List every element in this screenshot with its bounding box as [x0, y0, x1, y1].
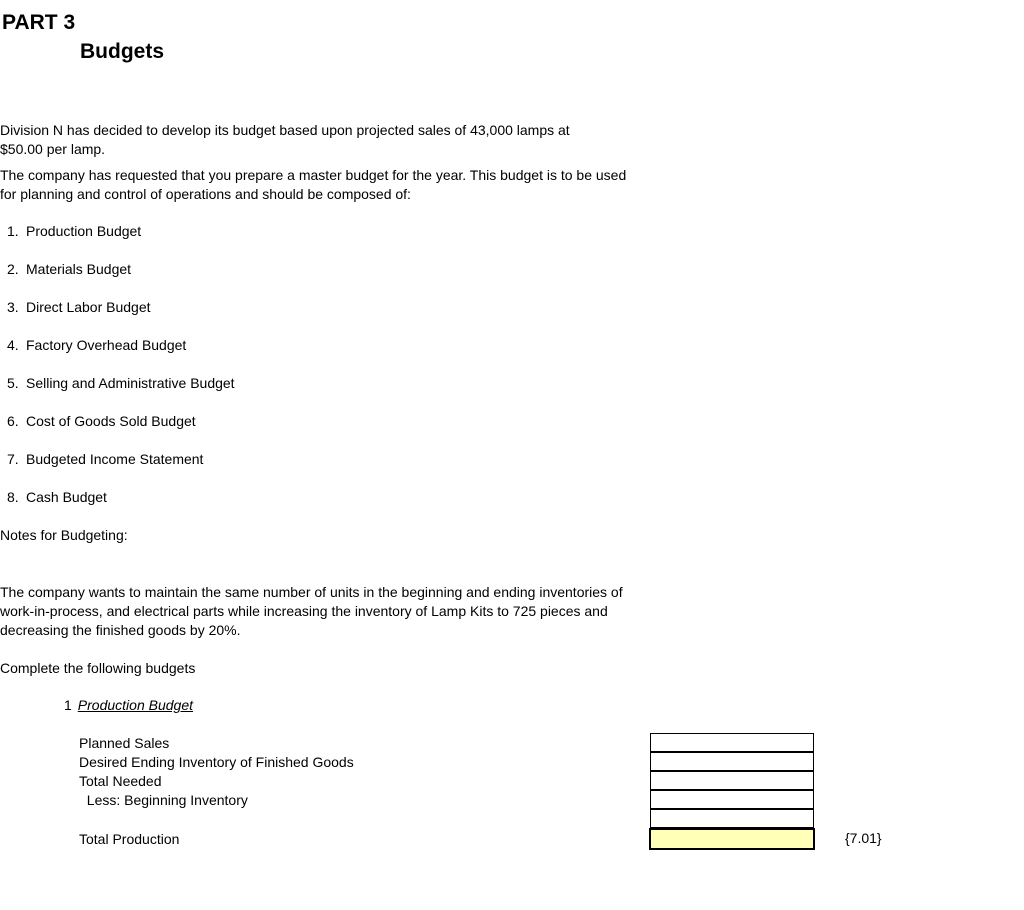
total-production-input[interactable] — [649, 828, 815, 850]
complete-instruction: Complete the following budgets — [0, 660, 196, 676]
notes-heading: Notes for Budgeting: — [0, 527, 128, 543]
notes-line-1: The company wants to maintain the same number of units in the beginning and ending inventories of — [0, 584, 623, 600]
list-item: 2. Materials Budget — [7, 261, 132, 277]
list-item: 6. Cost of Goods Sold Budget — [7, 413, 196, 429]
intro-line-2: $50.00 per lamp. — [0, 141, 106, 157]
production-budget-heading — [64, 697, 193, 713]
intro-line-4: for planning and control of operations and should be composed of: — [0, 186, 411, 202]
ending-inventory-label: Desired Ending Inventory of Finished Goods — [79, 754, 354, 770]
notes-line-3: decreasing the finished goods by 20%. — [0, 622, 241, 638]
planned-sales-label: Planned Sales — [79, 735, 170, 751]
intro-line-1: Division N has decided to develop its budget based upon projected sales of 43,000 lamps at — [0, 122, 570, 138]
list-item: 8. Cash Budget — [7, 489, 107, 505]
part-label: PART 3 — [2, 11, 76, 34]
notes-line-2: work-in-process, and electrical parts while increasing the inventory of Lamp Kits to 725 pieces and — [0, 603, 608, 619]
total-needed-label: Total Needed — [79, 773, 162, 789]
list-item: 4. Factory Overhead Budget — [7, 337, 187, 353]
blank-input[interactable] — [650, 809, 814, 828]
list-item: 3. Direct Labor Budget — [7, 299, 151, 315]
production-budget-title: Production Budget — [77, 697, 193, 713]
reference-code: {7.01} — [845, 830, 882, 846]
ending-inventory-input[interactable] — [650, 752, 814, 771]
less-beginning-inventory-label: Less: Beginning Inventory — [79, 792, 248, 808]
production-budget-number: 1 — [64, 697, 72, 713]
beginning-inventory-input[interactable] — [650, 790, 814, 809]
total-needed-input[interactable] — [650, 771, 814, 790]
planned-sales-input[interactable] — [650, 733, 814, 752]
list-item: 5. Selling and Administrative Budget — [7, 375, 235, 391]
intro-line-3: The company has requested that you prepare a master budget for the year. This budget is to be used — [0, 167, 627, 183]
list-item: 1. Production Budget — [7, 223, 142, 239]
list-item: 7. Budgeted Income Statement — [7, 451, 204, 467]
page-title: Budgets — [80, 40, 164, 63]
total-production-label: Total Production — [79, 831, 180, 847]
